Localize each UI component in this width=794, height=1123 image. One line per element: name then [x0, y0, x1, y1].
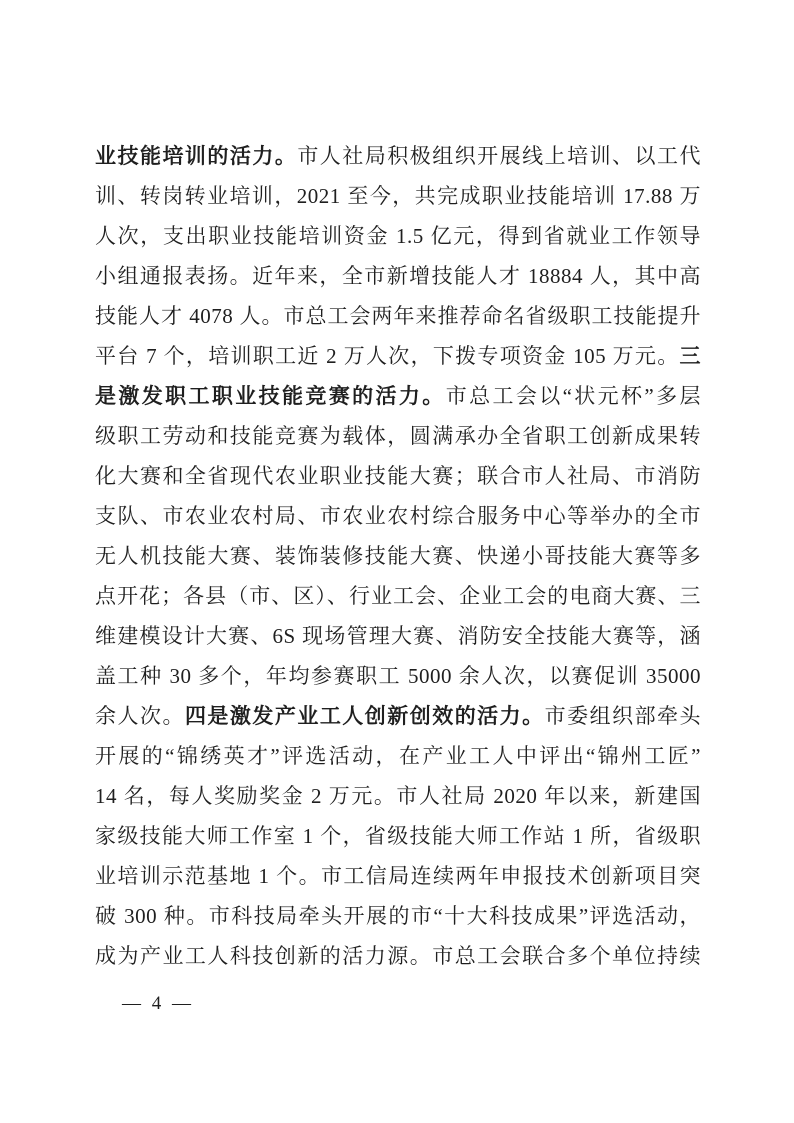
text-line [95, 456, 701, 496]
text-line [95, 656, 701, 696]
text-line [95, 616, 701, 656]
body-text: 破 300 种。市科技局牵头开展的市“十大科技成果”评选活动， [95, 904, 701, 928]
body-text: 盖工种 30 多个，年均参赛职工 5000 余人次，以赛促训 35000 [95, 664, 701, 688]
body-text: 市人社局积极组织开展线上培训、以工代 [297, 144, 701, 168]
body-text: 业培训示范基地 1 个。市工信局连续两年申报技术创新项目突 [95, 864, 701, 888]
page-number: — 4 — [122, 993, 194, 1014]
text-line [95, 856, 701, 896]
body-text: 市总工会以“状元杯”多层 [445, 384, 701, 408]
text-line [95, 136, 701, 176]
bold-heading-text: 四是激发产业工人创新创效的活力。 [184, 704, 545, 728]
text-line [95, 576, 701, 616]
text-line [95, 816, 701, 856]
text-line [95, 536, 701, 576]
body-text: 14 名，每人奖励奖金 2 万元。市人社局 2020 年以来，新建国 [95, 784, 701, 808]
text-line [95, 416, 701, 456]
bold-heading-text: 业技能培训的活力。 [95, 144, 298, 168]
text-line [95, 776, 701, 816]
body-text: 级职工劳动和技能竞赛为载体，圆满承办全省职工创新成果转 [95, 424, 701, 448]
body-text: 训、转岗转业培训，2021 至今，共完成职业技能培训 17.88 万 [95, 184, 701, 208]
text-line [95, 296, 701, 336]
body-text: 支队、市农业农村局、市农业农村综合服务中心等举办的全市 [95, 504, 701, 528]
body-text: 维建模设计大赛、6S 现场管理大赛、消防安全技能大赛等，涵 [95, 624, 701, 648]
bold-heading-text: 三 [679, 344, 701, 368]
body-text: 余人次。 [95, 704, 185, 728]
text-line [95, 496, 701, 536]
document-body [95, 136, 701, 976]
body-text: 化大赛和全省现代农业职业技能大赛；联合市人社局、市消防 [95, 464, 701, 488]
body-text: 小组通报表扬。近年来，全市新增技能人才 18884 人，其中高 [95, 264, 701, 288]
body-text: 人次，支出职业技能培训资金 1.5 亿元，得到省就业工作领导 [95, 224, 701, 248]
body-text: 无人机技能大赛、装饰装修技能大赛、快递小哥技能大赛等多 [95, 544, 701, 568]
body-text: 点开花；各县（市、区）、行业工会、企业工会的电商大赛、三 [95, 584, 701, 608]
body-text: 市委组织部牵头 [544, 704, 702, 728]
text-line [95, 736, 701, 776]
bold-heading-text: 是激发职工职业技能竞赛的活力。 [95, 384, 446, 408]
text-line [95, 336, 701, 376]
body-text: 平台 7 个，培训职工近 2 万人次，下拨专项资金 105 万元。 [95, 344, 680, 368]
text-line [95, 936, 701, 976]
text-line [95, 896, 701, 936]
body-text: 成为产业工人科技创新的活力源。市总工会联合多个单位持续 [95, 944, 701, 968]
body-text: 家级技能大师工作室 1 个，省级技能大师工作站 1 所，省级职 [95, 824, 701, 848]
text-line [95, 176, 701, 216]
body-text: 开展的“锦绣英才”评选活动，在产业工人中评出“锦州工匠” [95, 744, 701, 768]
body-text: 技能人才 4078 人。市总工会两年来推荐命名省级职工技能提升 [95, 304, 701, 328]
text-line [95, 256, 701, 296]
text-line [95, 696, 701, 736]
text-line [95, 216, 701, 256]
text-line [95, 376, 701, 416]
